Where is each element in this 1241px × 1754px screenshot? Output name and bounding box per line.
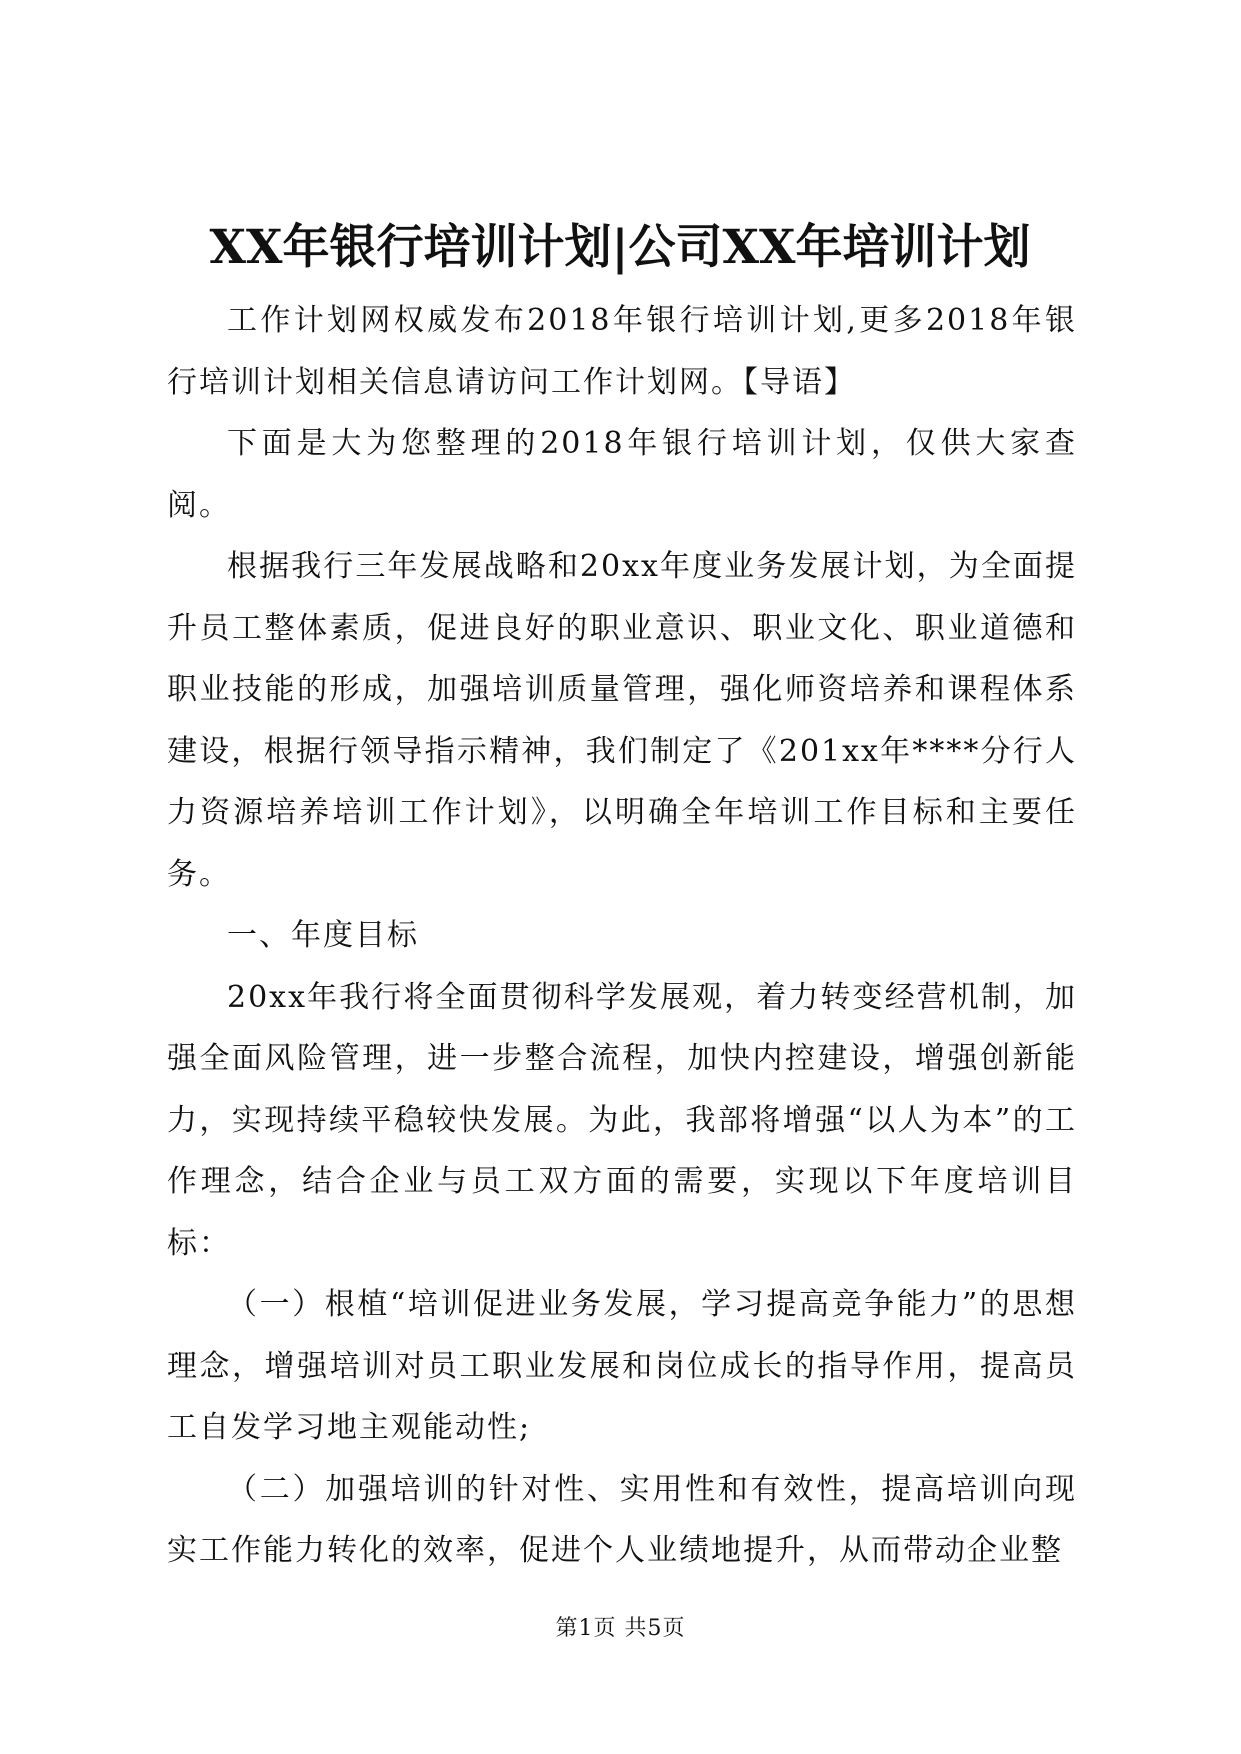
page-footer: 第1页 共5页 bbox=[555, 1616, 686, 1641]
section-heading-annual-goals: 一、年度目标 bbox=[227, 918, 419, 953]
document-title: XX年银行培训计划|公司XX年培训计划 bbox=[209, 220, 1031, 275]
paragraph-intro: 工作计划网权威发布2018年银行培训计划,更多2018年银行培训计划相关信息请访问工作计划网。【导语】 bbox=[167, 303, 1077, 400]
paragraph-background: 根据我行三年发展战略和20xx年度业务发展计划，为全面提升员工整体素质，促进良好的职业意识、职业文化、职业道德和职业技能的形成，加强培训质量管理，强化师资培养和课程体系建设，根据行领导指示精神，我们制定了《201xx年****分行人力资源培养培训工作计划》，以明确全年培训工作目标和主要任务。 bbox=[167, 549, 1077, 892]
document-body bbox=[167, 290, 1077, 1582]
paragraph-summary: 下面是大为您整理的2018年银行培训计划，仅供大家查阅。 bbox=[167, 426, 1077, 523]
paragraph-goal-1: （一）根植“培训促进业务发展，学习提高竞争能力”的思想理念，增强培训对员工职业发展和岗位成长的指导作用，提高员工自发学习地主观能动性; bbox=[167, 1287, 1077, 1445]
paragraph-goal-2: （二）加强培训的针对性、实用性和有效性，提高培训向现实工作能力转化的效率，促进个人业绩地提升，从而带动企业整 bbox=[167, 1471, 1077, 1568]
paragraph-annual-goals: 20xx年我行将全面贯彻科学发展观，着力转变经营机制，加强全面风险管理，进一步整合流程，加快内控建设，增强创新能力，实现持续平稳较快发展。为此，我部将增强“以人为本”的工作理念，结合企业与员工双方面的需要，实现以下年度培训目标： bbox=[167, 979, 1077, 1261]
